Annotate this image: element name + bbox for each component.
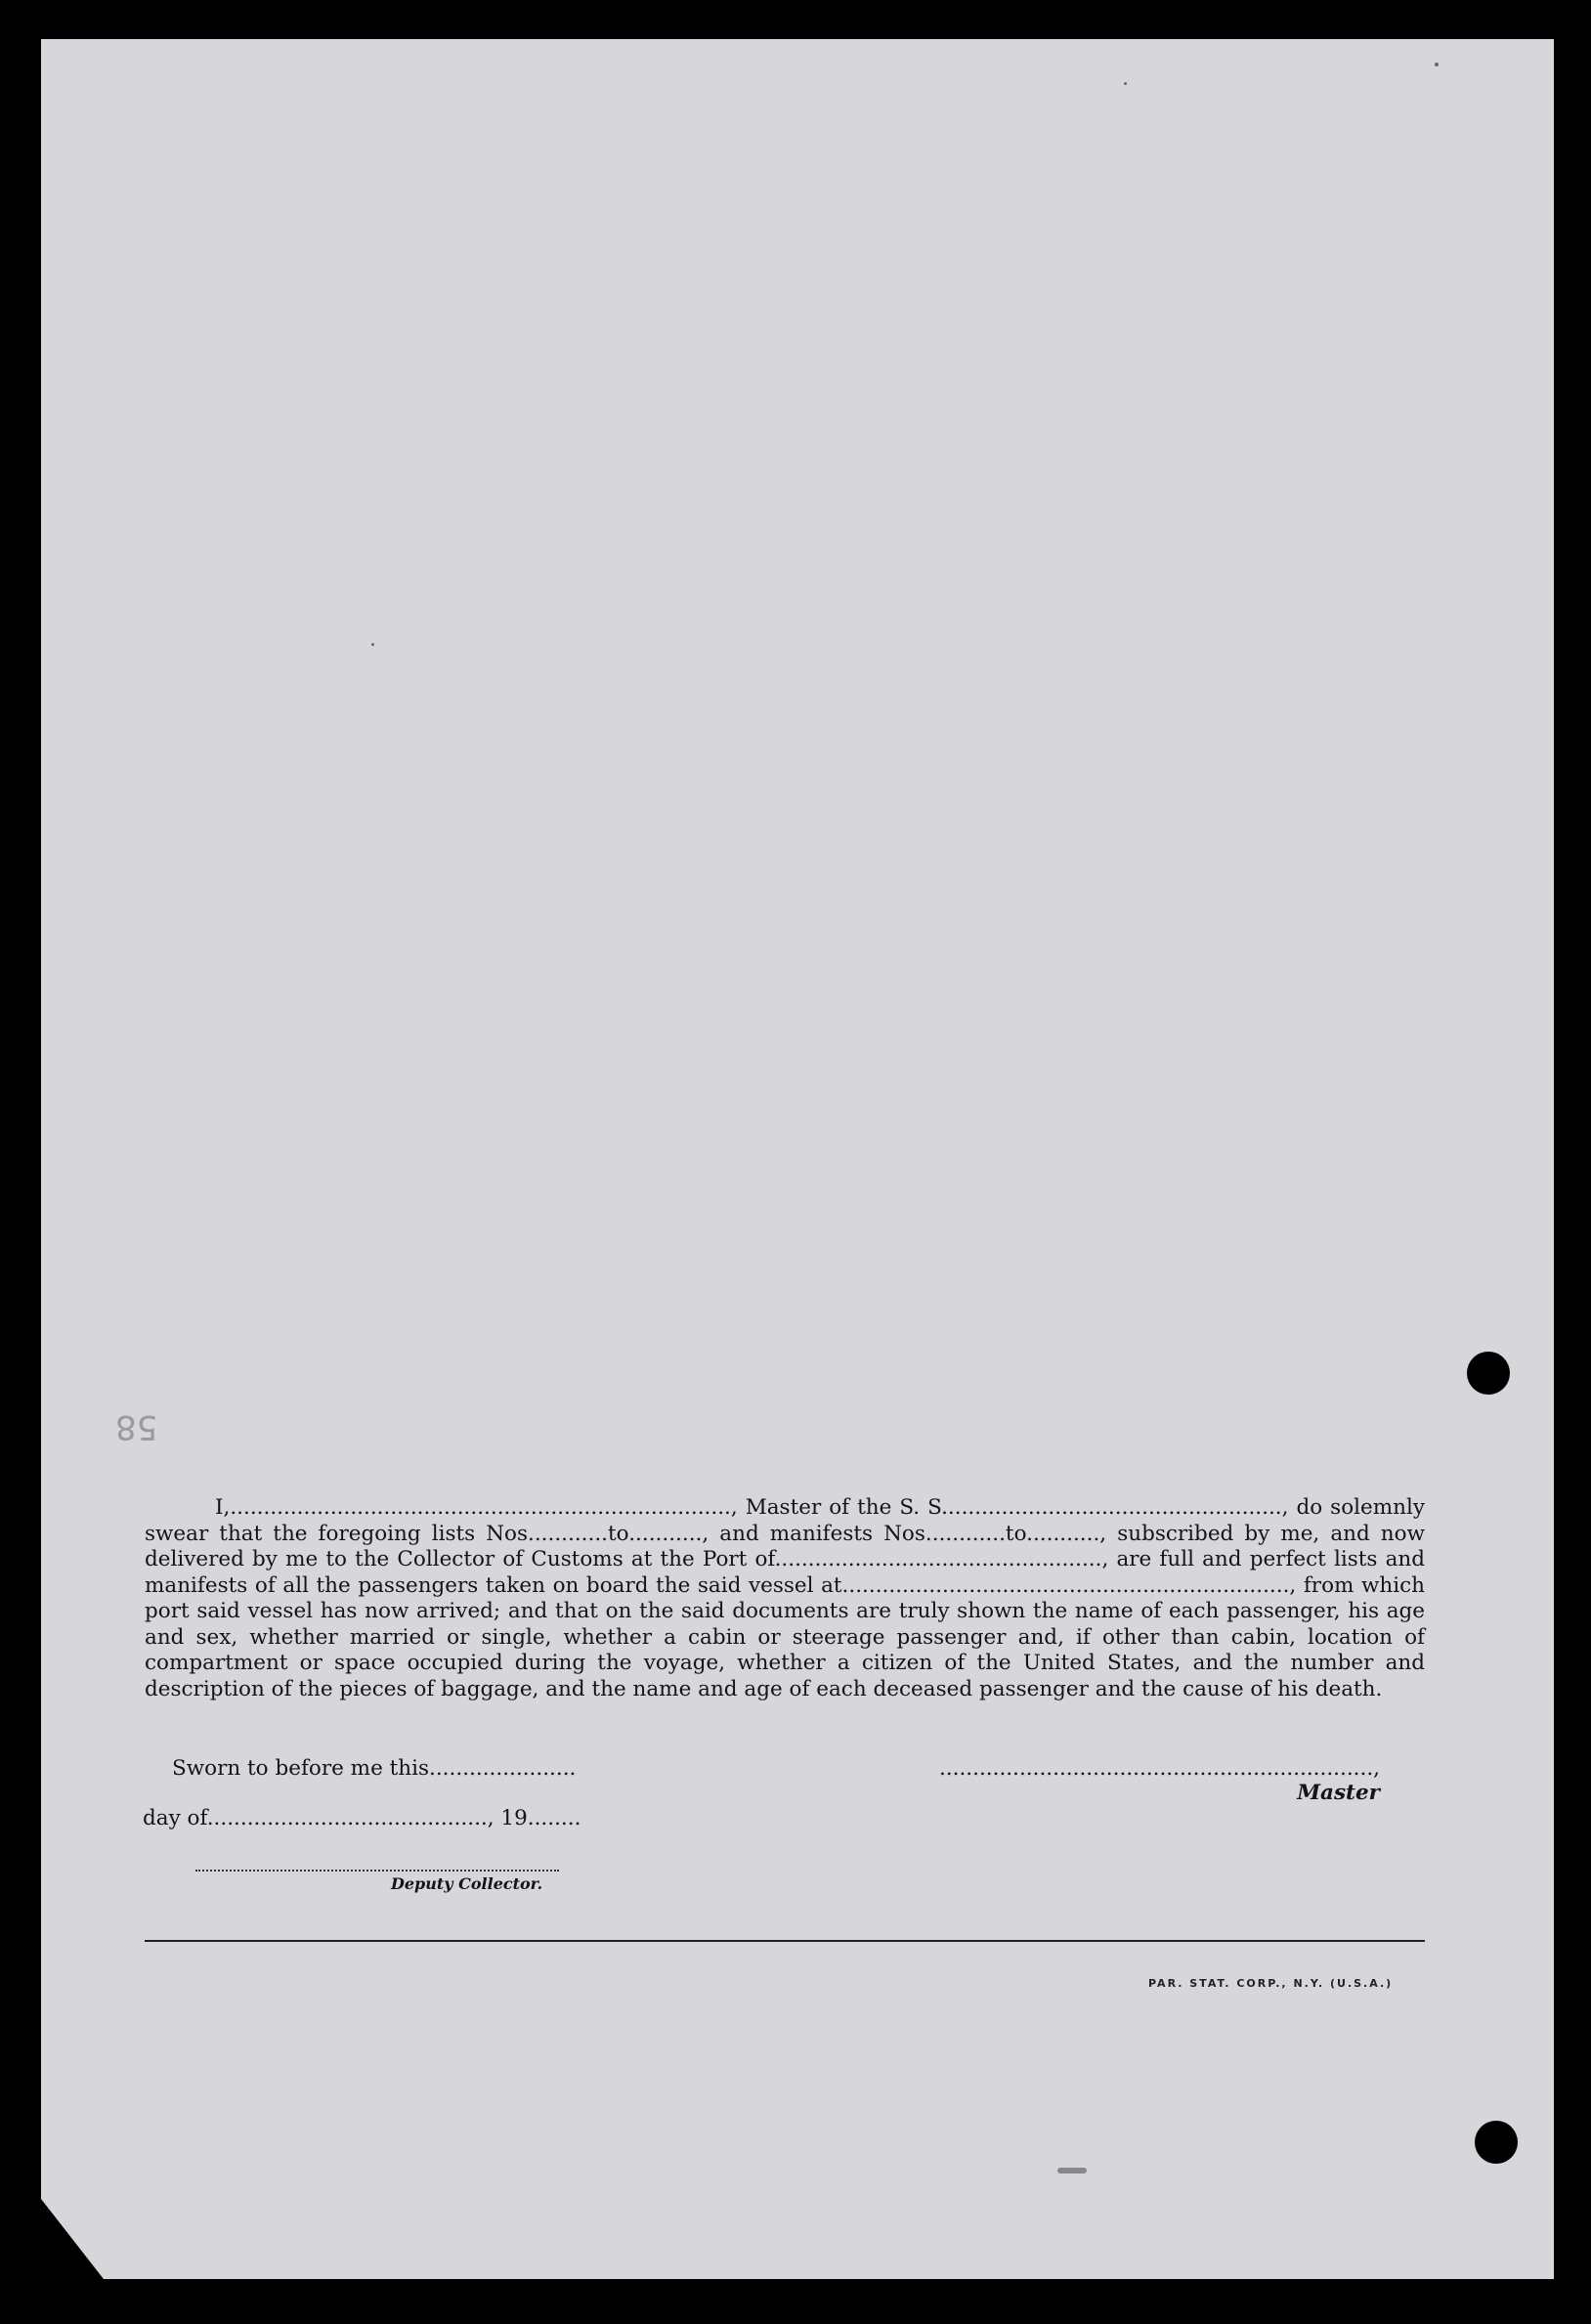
horizontal-rule bbox=[145, 1940, 1425, 1942]
punch-hole bbox=[1475, 2121, 1518, 2164]
paper-speck bbox=[371, 643, 374, 646]
master-label: Master bbox=[1297, 1781, 1380, 1805]
paper-speck bbox=[1435, 63, 1439, 66]
master-signature-line bbox=[880, 1756, 1380, 1805]
master-dots: ................................................................., bbox=[938, 1756, 1380, 1781]
sworn-line: Sworn to before me this...................... bbox=[172, 1756, 577, 1781]
oath-text: I,..........................................................................., Master of the S. S..................................................., do solemnly swear that the foregoing lists Nos............to..........., and manifests Nos............to..........., subscribed by me, and now delivered by me to the Collector of Customs at the Port of................................................., are full and perfect lists and manifests of all the passengers taken on board the said vessel at..................................................................., from which port said vessel has now arrived; and that on the said documents are truly shown the name of each passenger, his age and sex, whether married or single, whether a cabin or steerage passenger and, if other than cabin, location of compartment or space occupied during the voyage, whether a citizen of the United States, and the number and description of the pieces of baggage, and the name and age of each deceased passenger and the cause of his death. bbox=[145, 1495, 1425, 1701]
paper-mark bbox=[1057, 2168, 1087, 2173]
deputy-collector-label: Deputy Collector. bbox=[391, 1874, 543, 1893]
oath-paragraph bbox=[145, 1495, 1425, 1702]
paper-speck bbox=[1124, 82, 1127, 85]
deputy-signature-line bbox=[195, 1870, 559, 1872]
faint-page-number: 58 bbox=[115, 1407, 158, 1446]
day-of-line: day of.........................................., 19........ bbox=[143, 1806, 581, 1830]
printer-imprint: PAR. STAT. CORP., N.Y. (U.S.A.) bbox=[1148, 1977, 1394, 1990]
document-page bbox=[41, 39, 1554, 2279]
punch-hole bbox=[1467, 1352, 1510, 1395]
